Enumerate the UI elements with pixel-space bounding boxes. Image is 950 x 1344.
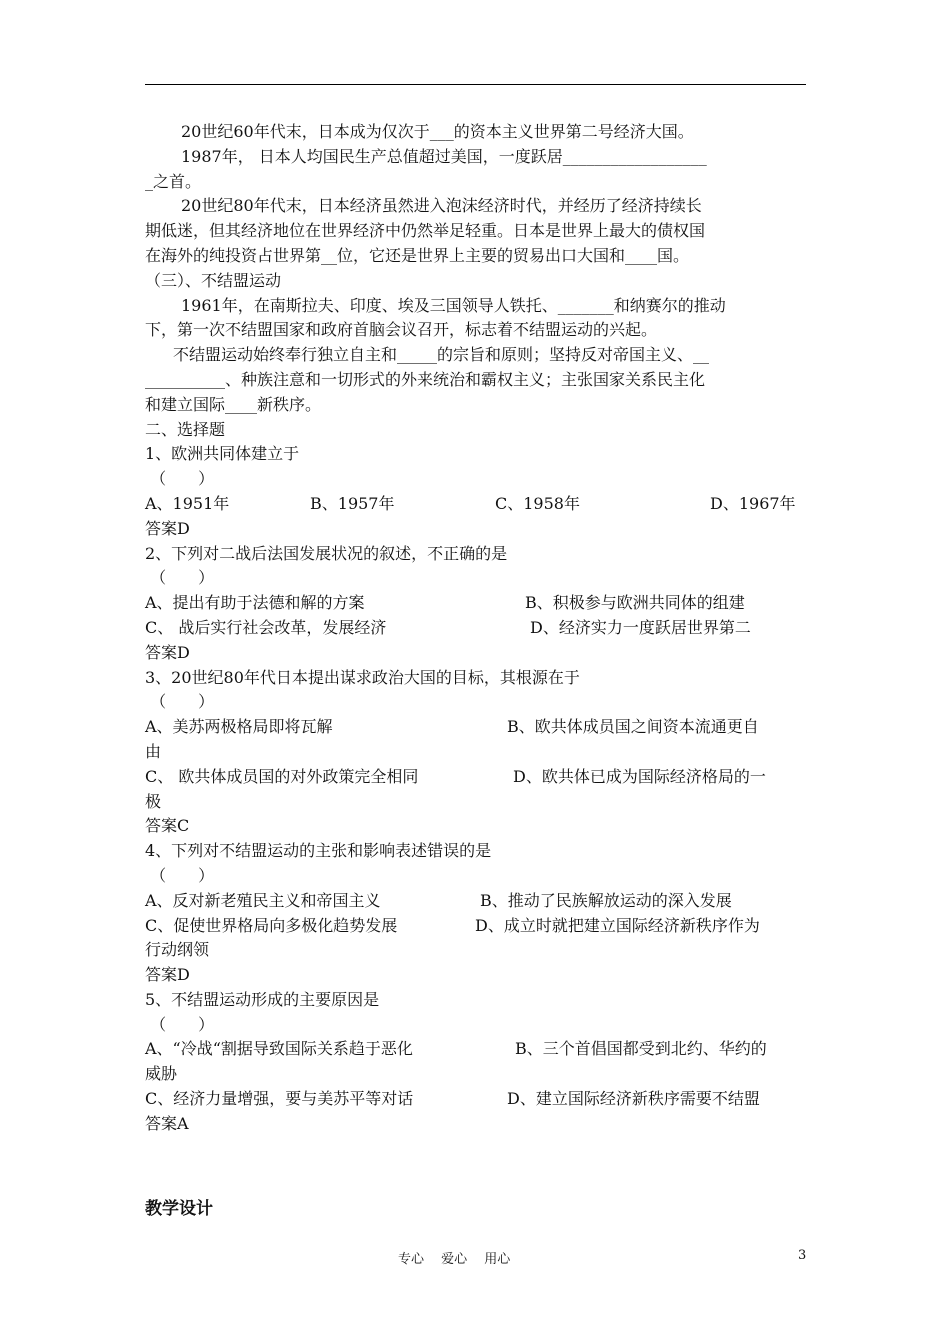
option-row	[145, 715, 806, 740]
text-line: 20世纪60年代末，日本成为仅次于___的资本主义世界第二号经济大国。	[181, 122, 694, 141]
option-row	[145, 1087, 806, 1112]
option: B、推动了民族解放运动的深入发展	[480, 890, 732, 910]
option: D、欧共体已成为国际经济格局的一	[513, 766, 766, 786]
answer-key: 答案A	[145, 1113, 189, 1133]
option-row	[145, 616, 806, 641]
header-rule	[145, 84, 806, 85]
answer-key: 答案D	[145, 518, 190, 538]
option-row	[145, 914, 806, 939]
answer-paren: （ ）	[145, 469, 215, 489]
option-row	[145, 765, 806, 790]
option-row	[145, 889, 806, 914]
text-line: 下，第一次不结盟国家和政府首脑会议召开，标志着不结盟运动的兴起。	[145, 320, 658, 340]
option: 行动纲领	[145, 940, 210, 960]
option: A、提出有助于法德和解的方案	[145, 593, 365, 613]
question-stem: 1、欧洲共同体建立于	[145, 444, 300, 464]
option: A、美苏两极格局即将瓦解	[145, 717, 333, 737]
option: C、促使世界格局向多极化趋势发展	[145, 915, 398, 935]
option-row	[145, 790, 806, 815]
answer-key: 答案C	[145, 816, 190, 836]
option: 威胁	[145, 1064, 178, 1084]
option-row	[145, 1062, 806, 1087]
option: A、反对新老殖民主义和帝国主义	[145, 890, 381, 910]
question-stem: 3、20世纪80年代日本提出谋求政治大国的目标，其根源在于	[145, 667, 580, 687]
answer-paren: （ ）	[145, 865, 215, 885]
question-stem: 4、下列对不结盟运动的主张和影响表述错误的是	[145, 841, 492, 861]
answer-paren: （ ）	[145, 568, 215, 588]
text-line: 1987年， 日本人均国民生产总值超过美国，一度跃居__________________	[181, 146, 707, 166]
option: D、1967年	[710, 493, 796, 513]
option: D、建立国际经济新秩序需要不结盟	[507, 1089, 760, 1109]
option-row	[145, 938, 806, 963]
section-heading: 教学设计	[145, 1199, 213, 1219]
option-row	[145, 492, 806, 517]
option: B、欧共体成员国之间资本流通更自	[507, 717, 759, 737]
document-body	[145, 120, 806, 1137]
option: B、三个首倡国都受到北约、华约的	[515, 1039, 767, 1059]
option: A、1951年	[145, 493, 230, 513]
text-line: _之首。	[145, 171, 202, 191]
answer-paren: （ ）	[145, 1014, 215, 1034]
text-line: 20世纪80年代末，日本经济虽然进入泡沫经济时代，并经历了经济持续长	[181, 196, 702, 216]
text-line: （三）、不结盟运动	[145, 270, 282, 290]
text-line: 和建立国际____新秩序。	[145, 394, 322, 414]
text-line: 不结盟运动始终奉行独立自主和_____的宗旨和原则；坚持反对帝国主义、__	[173, 345, 710, 365]
option: 极	[145, 791, 162, 811]
text-line: 1961年，在南斯拉夫、印度、埃及三国领导人铁托、_______和纳赛尔的推动	[181, 295, 726, 315]
text-line: 期低迷，但其经济地位在世界经济中仍然举足轻重。日本是世界上最大的债权国	[145, 221, 706, 241]
page-number: 3	[798, 1248, 807, 1263]
answer-key: 答案D	[145, 965, 190, 985]
option: D、经济实力一度跃居世界第二	[530, 617, 751, 637]
option: A、“冷战“割据导致国际关系趋于恶化	[145, 1039, 413, 1059]
footer-motto: 专心 爱心 用心	[398, 1252, 511, 1267]
option: C、经济力量增强，要与美苏平等对话	[145, 1089, 414, 1109]
text-line: 在海外的纯投资占世界第__位，它还是世界上主要的贸易出口大国和____国。	[145, 245, 690, 265]
option: B、1957年	[310, 493, 395, 513]
option: 由	[145, 741, 162, 761]
option-row	[145, 591, 806, 616]
question-stem: 5、不结盟运动形成的主要原因是	[145, 989, 380, 1009]
text-line: __________、种族注意和一切形式的外来统治和霸权主义；主张国家关系民主化	[145, 369, 706, 389]
answer-paren: （ ）	[145, 692, 215, 712]
option: C、 欧共体成员国的对外政策完全相同	[145, 766, 419, 786]
answer-key: 答案D	[145, 642, 190, 662]
option: C、 战后实行社会改革，发展经济	[145, 617, 387, 637]
option: C、1958年	[495, 493, 580, 513]
option-row	[145, 740, 806, 765]
question-stem: 2、下列对二战后法国发展状况的叙述，不正确的是	[145, 543, 508, 563]
text-line: 二、选择题	[145, 419, 226, 439]
option-row	[145, 1037, 806, 1062]
option: B、积极参与欧洲共同体的组建	[525, 593, 745, 613]
option: D、成立时就把建立国际经济新秩序作为	[475, 915, 760, 935]
